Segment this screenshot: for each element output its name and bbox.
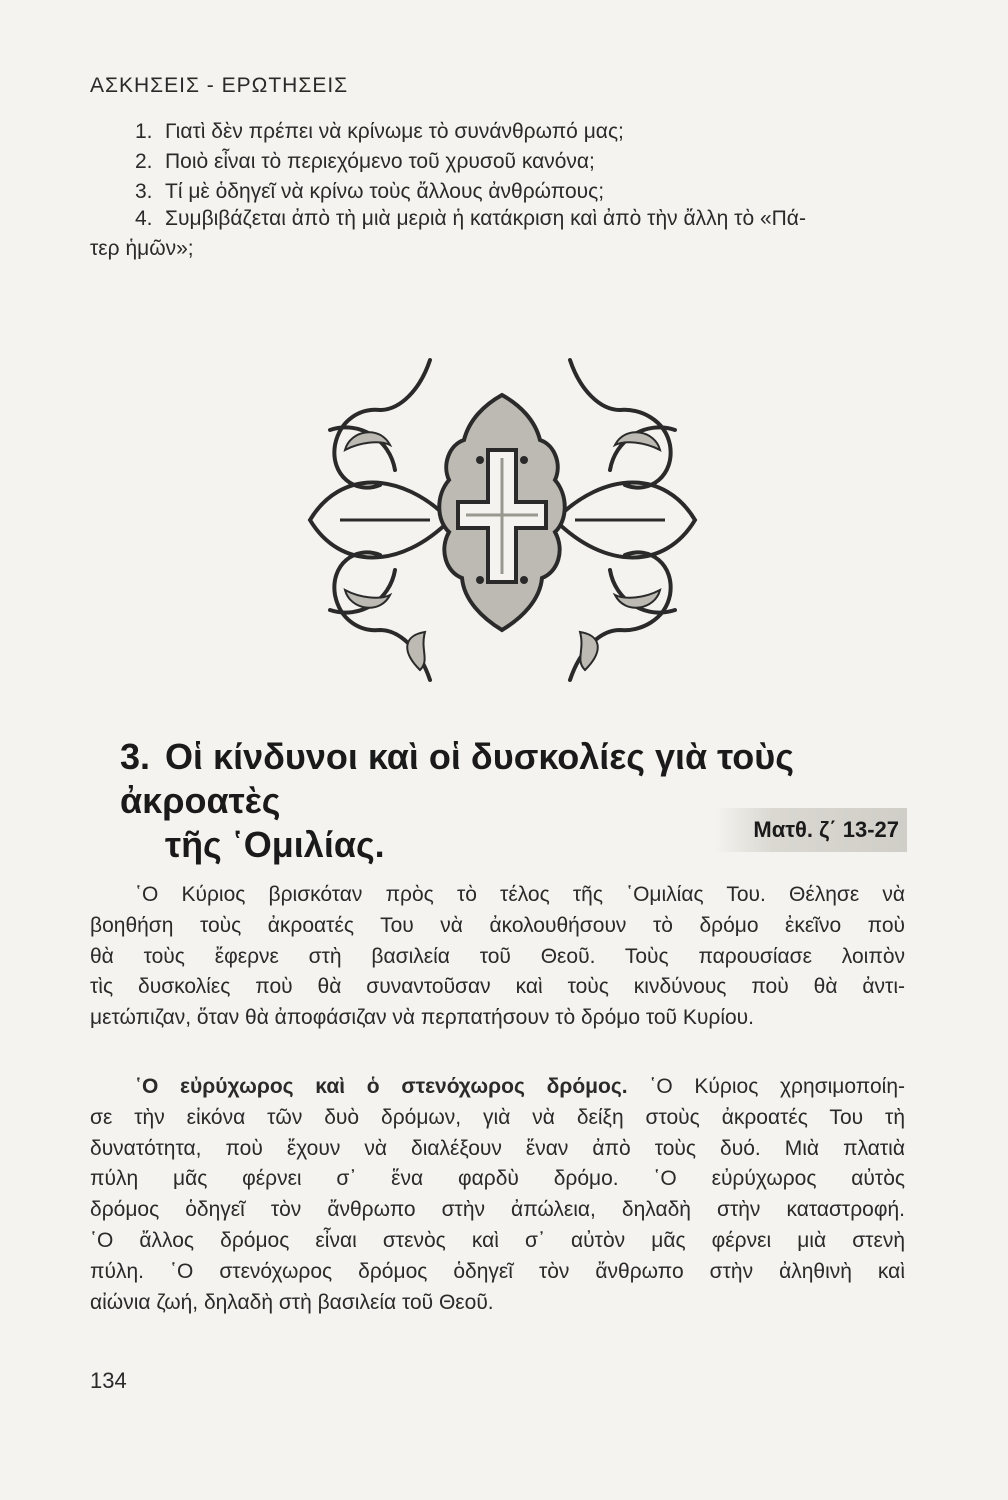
scripture-reference: Ματθ. ζ΄ 13-27 — [715, 808, 907, 852]
text-line — [90, 1072, 905, 1103]
text-line: πύλη μᾶς φέρνει σ᾿ ἕνα φαρδὺ δρόμο. ῾Ο εὐρύχωρος αὐτὸς — [90, 1167, 905, 1191]
question-text: Συμβιβάζεται ἀπὸ τὴ μιὰ μεριὰ ἡ κατάκριση καὶ ἀπὸ τὴν ἄλλη τὸ «Πά- — [165, 207, 806, 230]
text-line: τὶς δυσκολίες ποὺ θὰ συναντοῦσαν καὶ τοὺς κινδύνους ποὺ θὰ ἀντι- — [90, 975, 905, 999]
question-2 — [135, 146, 595, 178]
question-number: 3. — [135, 180, 153, 203]
text-line: δυνατότητα, ποὺ ἔχουν νὰ διαλέξουν ἕναν ἀπὸ τοὺς δυό. Μιὰ πλατιὰ — [90, 1136, 905, 1160]
page-number: 134 — [90, 1368, 127, 1393]
question-text: Ποιὸ εἶναι τὸ περιεχόμενο τοῦ χρυσοῦ κανόνα; — [165, 150, 595, 173]
paragraph-two-roads — [90, 1072, 905, 1318]
text-line: σε τὴν εἰκόνα τῶν δυὸ δρόμων, γιὰ νὰ δείξη στοὺς ἀκροατές Του τὴ — [90, 1105, 905, 1129]
question-number: 4. — [135, 207, 153, 230]
text-line: ῾Ο ἄλλος δρόμος εἶναι στενὸς καὶ σ᾿ αὐτὸν μᾶς φέρνει μιὰ στενὴ — [90, 1228, 905, 1252]
text-line: ῾Ο Κύριος βρισκόταν πρὸς τὸ τέλος τῆς ῾Ομιλίας Του. Θέλησε νὰ — [135, 883, 905, 906]
text-line: πύλη. ῾Ο στενόχωρος δρόμος ὁδηγεῖ τὸν ἄνθρωπο στὴν ἀληθινὴ καὶ — [90, 1259, 905, 1283]
question-number: 1. — [135, 120, 153, 143]
question-number: 2. — [135, 150, 153, 173]
question-text: Τί μὲ ὁδηγεῖ νὰ κρίνω τοὺς ἄλλους ἀνθρώπους; — [165, 180, 605, 203]
text-line: δρόμος ὁδηγεῖ τὸν ἄνθρωπο στὴν ἀπώλεια, δηλαδὴ στὴν καταστροφή. — [90, 1198, 905, 1222]
cross-ornament-icon — [300, 350, 705, 690]
text-line: μετώπιζαν, ὅταν θὰ ἀποφάσιζαν νὰ περπατήσουν τὸ δρόμο τοῦ Κυρίου. — [90, 1006, 754, 1030]
text-line: βοηθήση τοὺς ἀκροατές Του νὰ ἀκολουθήσουν τὸ δρόμο ἐκεῖνο ποὺ — [90, 913, 905, 937]
exercises-title: ΑΣΚΗΣΕΙΣ - ΕΡΩΤΗΣΕΙΣ — [90, 74, 349, 97]
question-4-continuation: τερ ἡμῶν»; — [90, 237, 194, 260]
question-text: Γιατὶ δὲν πρέπει νὰ κρίνωμε τὸ συνάνθρωπό μας; — [165, 120, 624, 143]
section-title-line-1: Οἱ κίνδυνοι καὶ οἱ δυσκολίες γιὰ τοὺς ἀκροατὲς — [120, 736, 794, 821]
section-number: 3. — [120, 736, 151, 777]
text-line: θὰ τοὺς ἔφερνε στὴ βασιλεία τοῦ Θεοῦ. Τοὺς παρουσίασε λοιπὸν — [90, 944, 905, 968]
paragraph-lead-rest: ῾Ο Κύριος χρησιμοποίη- — [649, 1075, 905, 1098]
paragraph-intro — [90, 880, 905, 1034]
text-line: αἰώνια ζωή, δηλαδὴ στὴ βασιλεία τοῦ Θεοῦ. — [90, 1290, 494, 1314]
section-title-line-2: τῆς ῾Ομιλίας. — [165, 824, 385, 865]
question-1 — [135, 116, 624, 148]
paragraph-lead: ῾Ο εὐρύχωρος καὶ ὁ στενόχωρος δρόμος. — [135, 1075, 628, 1098]
question-4 — [135, 203, 806, 235]
